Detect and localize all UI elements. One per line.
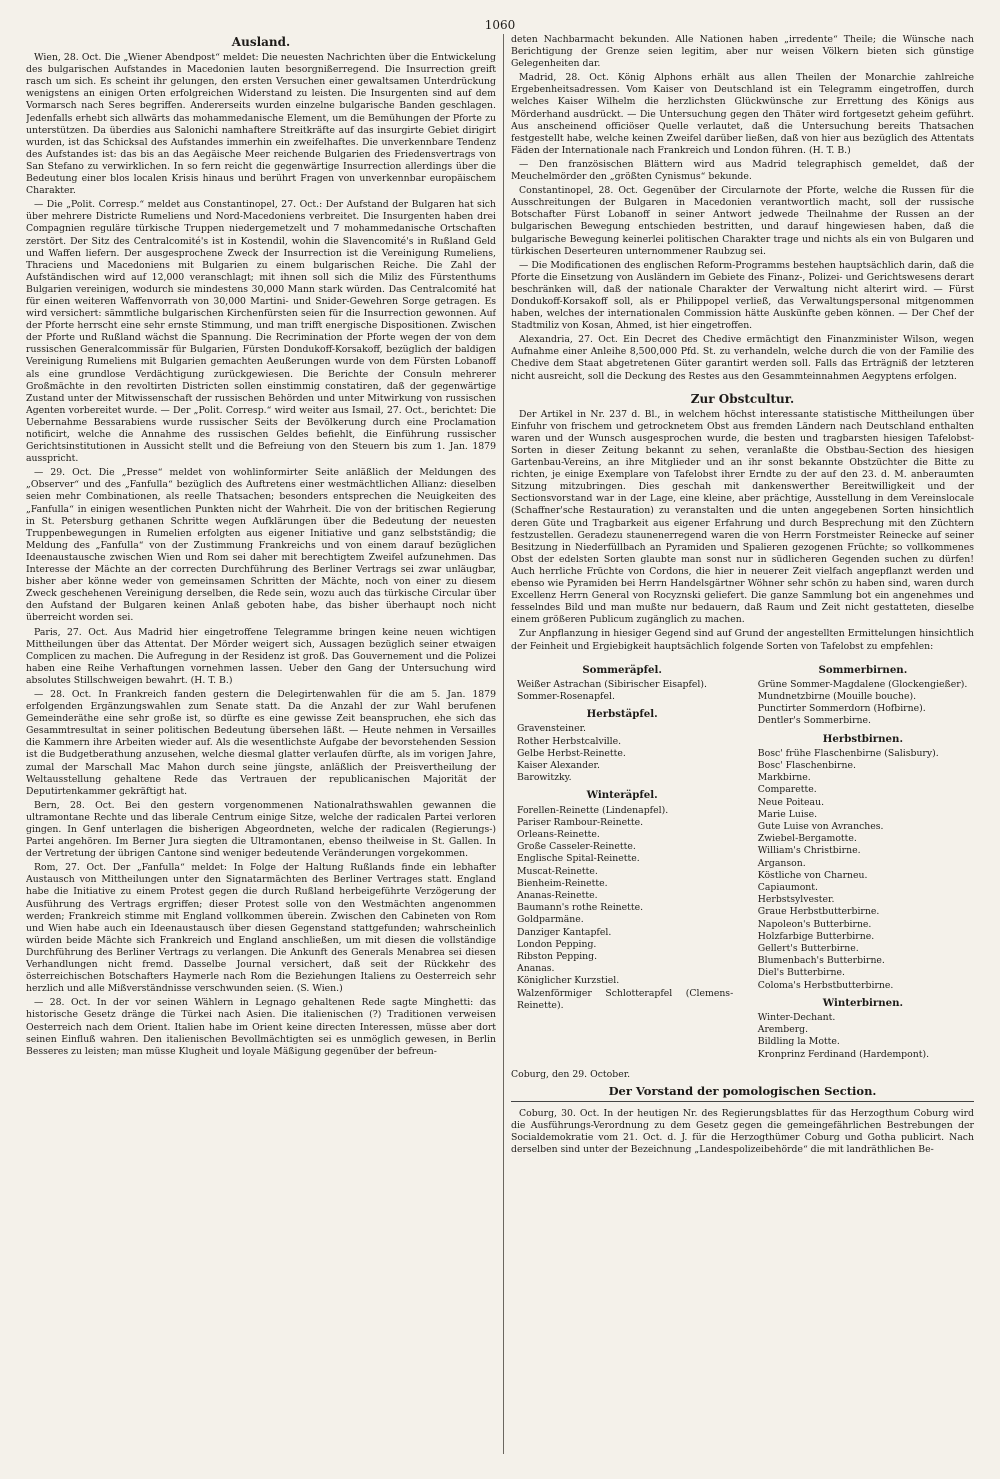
fruit-variety: Gravensteiner. xyxy=(517,723,587,735)
fruit-variety: Capiaumont. xyxy=(757,882,818,894)
fruit-variety: Ananas-Reinette. xyxy=(517,890,598,902)
fruit-variety: Winter-Dechant. xyxy=(757,1012,836,1024)
fruit-group-title: Sommerbirnen. xyxy=(818,663,908,676)
fruit-variety: Aremberg. xyxy=(757,1024,809,1036)
fruit-variety: Englische Spital-Reinette. xyxy=(517,853,640,865)
fruit-variety: William's Christbirne. xyxy=(757,845,861,857)
article-paragraph: Bern, 28. Oct. Bei den gestern vorgenommenen Nationalrathswahlen gewannen die ultramontane Rechte und das liberale Centrum einige Sitze, welche der radicalen Partei verloren gingen. In Genf unterlagen die bisherigen Abgeordneten, welche der radicalen (Regierungs-) Partei angehören. Im Berner Jura siegten die Ultramontanen, ebenso theilweise in St. Gallen. In der Vertretung der übrigen Cantone sind weniger bedeutende Veränderungen vorgekommen. xyxy=(26,799,496,860)
fruit-variety: Coloma's Herbstbutterbirne. xyxy=(757,979,894,991)
fruit-variety: Ribston Pepping. xyxy=(517,951,598,963)
fruit-variety: Barowitzky. xyxy=(517,772,572,784)
article-paragraph: Wien, 28. Oct. Die „Wiener Abendpost“ meldet: Die neuesten Nachrichten über die Entwickelung des bulgarischen Aufstandes in Macedonien lauten besorgnißerregend. Die Insurrection greift rasch um sich. Es scheint ihr gelungen, den ersten Versuchen einer gewaltsamen Unterdrückung wenigstens an einigen Orten erfolgreichen Widerstand zu leisten. Die Insurgenten sind auf dem Vormarsch nach Seres begriffen. Andererseits wurden einzelne bulgarische Banden geschlagen. Jedenfalls erhebt sich allwärts das mohammedanische Element, um die Bemühungen der Pforte zu unterstützen. Da überdies aus Salonichi namhaftere Streitkräfte auf das insurgirte Gebiet dirigirt wurden, ist das Schicksal des Aufstandes immerhin ein zweifelhaftes. Die unverkennbare Tendenz des Aufstandes ist: das bis an das Aegäische Meer reichende Bulgarien des Friedensvertrags von San Stefano zu verwirklichen. In so fern reicht die gegenwärtige Insurrection allerdings über die Bedeutung einer blos localen Krisis hinaus und berührt Fragen von unverkennbar europäischem Charakter. xyxy=(26,52,496,197)
fruit-variety: Rother Herbstcalville. xyxy=(517,735,622,747)
article-paragraph: Rom, 27. Oct. Der „Fanfulla“ meldet: In Folge der Haltung Rußlands finde ein lebhafter Austausch von Mittheilungen unter den Signatarmächten des Berliner Vertrages statt. England habe die Initiative zu einem Protest gegen die durch Rußland herbeigeführte Verzögerung der Ausführung des Vertrags ergriffen; dieser Protest solle von den Westmächten angenommen werden; Frankreich stimme mit England vollkommen überein. Zwischen den Cabineten von Rom und Wien habe auch ein Ideenaustausch über diesen Gegenstand stattgefunden; wahrscheinlich würden beide Mächte sich Frankreich und England anschließen, um mit diesen die vollständige Durchführung des Berliner Vertrags zu verlangen. Die Ankunft des Generals Menabrea sei diesen Verhandlungen nicht fremd. Dasselbe Journal versichert, daß seit der Rückkehr des österreichischen Botschafters Haymerle nach Rom die Beziehungen Italiens zu Oesterreich sehr herzlich und alle Mißverständnisse verschwunden seien. (S. Wien.) xyxy=(26,862,496,995)
left-column xyxy=(26,34,496,1459)
article-paragraph: — Den französischen Blättern wird aus Madrid telegraphisch gemeldet, daß der Meuchelmörder den „größten Cynismus“ bekunde. xyxy=(511,158,974,183)
article-paragraph: — Die „Polit. Corresp.“ meldet aus Constantinopel, 27. Oct.: Der Aufstand der Bulgaren hat sich über mehrere Districte Rumeliens und Nord-Macedoniens verbreitet. Die Insurgenten haben drei Compagnien reguläre türkische Truppen niedergemetzelt und 7 mohammedanische Ortschaften zerstört. Der Sitz des Centralcomité's ist in Kostendil, wohin die Slavencomité's in Rußland Geld und Waffen liefern. Der ausgesprochene Zweck der Insurrection ist die Vereinigung Rumeliens, Thraciens und Macedoniens mit Bulgarien zu einem bulgarischen Reiche. Die Zahl der Aufständischen wird auf 12,000 veranschlagt; mit ihnen soll sich die Miliz des Fürstenthums Bulgarien vereinigen, wodurch sie mindestens 30,000 Mann stark würden. Das Centralcomité hat für einen weiteren Waffenvorrath von 30,000 Martini- und Snider-Gewehren Sorge getragen. Es wird versichert: sämmtliche bulgarischen Kirchenfürsten seien für die Insurrection gewonnen. Auf der Pforte herrscht eine sehr ernste Stimmung, und man trifft energische Dispositionen. Zwischen der Pforte und Rußland wächst die Spannung. Die Recrimination der Pforte wegen der von dem russischen Generalcommissär für Bulgarien, Fürsten Dondukoff-Korsakoff, bezüglich der baldigen Vereinigung Rumeliens mit Bulgarien gemachten Aeußerungen wurde von dem Fürsten Lobanoff als eine grundlose Verdächtigung zurückgewiesen. Die Berichte der Consuln mehrerer Großmächte in den revoltirten Districten sollen einstimmig constatiren, daß der gegenwärtige Zustand unter der Mitwissenschaft der russischen Behörden und unter Mitwirkung von russischen Agenten vorbereitet wurde. — Der „Polit. Corresp.“ wird weiter aus Ismail, 27. Oct., berichtet: Die Uebernahme Bessarabiens wurde russischer Seits der Bevölkerung durch eine Proclamation notificirt, welche die Annahme des russischen Geldes befiehlt, die Einführung russischer Gerichtsinstitutionen in Aussicht stellt und die Befreiung von den Steuern bis zum 1. Jan. 1879 ausspricht. xyxy=(26,199,496,465)
fruit-variety: Gellert's Butterbirne. xyxy=(757,943,859,955)
fruit-variety: Herbstsylvester. xyxy=(757,894,835,906)
fruit-variety: Königlicher Kurzstiel. xyxy=(517,975,620,987)
article-paragraph: Alexandria, 27. Oct. Ein Decret des Chedive ermächtigt den Finanzminister Wilson, wegen Aufnahme einer Anleihe 8,500,000 Pfd. St. zu verhandeln, welche durch die von der Familie des Chedive dem Staat abgetretenen Güter garantirt werden soll. Falls das Erträgniß der letzteren nicht ausreicht, soll die Deckung des Restes aus den Gesammteinnahmen Aegyptens erfolgen. xyxy=(511,334,974,382)
section-heading-obstcultur: Zur Obstcultur. xyxy=(690,391,795,406)
fruit-group-title: Winterbirnen. xyxy=(822,996,904,1009)
fruit-variety: Walzenförmiger Schlotterapfel (Clemens-Reinette). xyxy=(517,987,734,1011)
fruit-variety: Köstliche von Charneu. xyxy=(757,869,868,881)
fruit-variety: Zwiebel-Bergamotte. xyxy=(757,833,857,845)
fruit-group-title: Winteräpfel. xyxy=(586,789,658,802)
fruit-variety: Diel's Butterbirne. xyxy=(757,967,846,979)
fruit-variety: Marie Luise. xyxy=(757,808,818,820)
fruit-variety: Mundnetzbirne (Mouille bouche). xyxy=(757,691,917,702)
fruit-variety: Markbirne. xyxy=(757,772,811,784)
fruit-variety: Muscat-Reinette. xyxy=(517,865,598,877)
fruit-variety: Grüne Sommer-Magdalene (Glockengießer). xyxy=(757,678,968,690)
pear-column xyxy=(752,659,974,1061)
column-divider xyxy=(503,34,504,1454)
fruit-variety: London Pepping. xyxy=(517,938,597,950)
apple-column xyxy=(511,659,733,1061)
article-paragraph: Coburg, 30. Oct. In der heutigen Nr. des Regierungsblattes für das Herzogthum Coburg wird die Ausführungs-Verordnung zu dem Gesetz gegen die gemeingefährlichen Bestrebungen der Socialdemokratie vom 21. Oct. d. J. für die Herzogthümer Coburg und Gotha publicirt. Nach derselben sind unter der Bezeichnung „Landespolizeibehörde“ die mit landräthlichen Be- xyxy=(511,1108,974,1156)
article-paragraph: Madrid, 28. Oct. König Alphons erhält aus allen Theilen der Monarchie zahlreiche Ergebenheitsadressen. Vom Kaiser von Deutschland ist ein Telegramm eingetroffen, durch welches Kaiser Wilhelm die herzlichsten Glückwünsche zur Errettung des Königs aus Mörderhand ausdrückt. — Die Untersuchung gegen den Thäter wird fortgesetzt geheim geführt. Aus anscheinend officiöser Quelle verlautet, daß die Untersuchung bereits Thatsachen festgestellt habe, welche keinen Zweifel darüber ließen, daß von hier aus bezüglich des Attentats Fäden der Internationale nach Frankreich und London führen. (H. T. B.) xyxy=(511,72,974,156)
article-paragraph: Zur Anpflanzung in hiesiger Gegend sind auf Grund der angestellten Ermittelungen hinsichtlich der Feinheit und Ergiebigkeit hauptsächlich folgende Sorten von Tafelobst zu empfehlen: xyxy=(511,628,974,652)
fruit-variety: Neue Poiteau. xyxy=(757,796,825,808)
article-paragraph: deten Nachbarmacht bekunden. Alle Nationen haben „irredente“ Theile; die Wünsche nach Berichtigung der Grenze seien legitim, aber nur weisen Völkern bieten sich günstige Gelegenheiten dar. xyxy=(511,34,974,70)
article-paragraph: Paris, 27. Oct. Aus Madrid hier eingetroffene Telegramme bringen keine neuen wichtigen Mittheilungen über das Attentat. Der Mörder weigert sich, Aussagen bezüglich seiner etwaigen Complicen zu machen. Die Aufregung in der Residenz ist groß. Das Gouvernement und die Polizei haben eine Reihe Verhaftungen vornehmen lassen. Ueber den Gang der Untersuchung wird absolutes Stillschweigen bewahrt. (H. T. B.) xyxy=(26,626,496,686)
fruit-variety: Gute Luise von Avranches. xyxy=(757,821,884,833)
signoff-place-date: Coburg, den 29. October. xyxy=(511,1068,631,1080)
board-signature: Der Vorstand der pomologischen Section. xyxy=(511,1085,974,1102)
article-paragraph: — 28. Oct. In Frankreich fanden gestern die Delegirtenwahlen für die am 5. Jan. 1879 erfolgenden Ergänzungswahlen zum Senate statt. Da die Anzahl der zur Wahl berufenen Gemeinderäthe eine sehr große ist, so dürfte es eine gewisse Zeit beanspruchen, ehe sich das Gesammtresultat in seiner politischen Bedeutung übersehen läßt. — Heute nehmen in Versailles die Kammern ihre Arbeiten wieder auf. Als die wesentlichste Aufgabe der bevorstehenden Session ist die Budgetberathung anzusehen, welche diesmal glatter verlaufen dürfte, als im vorigen Jahre, zumal der Marschall Mac Mahon durch seine jüngste, anläßlich der Preisvertheilung der Weltausstellung gehaltene Rede das Vertrauen der republicanischen Majorität der Deputirtenkammer gekräftigt hat. xyxy=(26,688,496,797)
fruit-variety: Kaiser Alexander. xyxy=(517,760,600,772)
fruit-variety: Bienheim-Reinette. xyxy=(517,877,608,889)
fruit-variety: Goldparmäne. xyxy=(517,914,584,926)
article-paragraph: Constantinopel, 28. Oct. Gegenüber der Circularnote der Pforte, welche die Russen für die Ausschreitungen der Bulgaren in Macedonien verantwortlich macht, soll der russische Botschafter Fürst Lobanoff in seiner Antwort jedwede Theilnahme der Russen an der bulgarischen Bewegung entschieden bestritten, und darauf hingewiesen haben, daß die bulgarische Bewegung keinerlei politischen Charakter trage und nichts als ein von Bulgaren und türkischen Deserteuren unternommener Raubzug sei. xyxy=(511,185,974,257)
fruit-group-title: Sommeräpfel. xyxy=(582,663,662,676)
fruit-variety: Pariser Rambour-Reinette. xyxy=(517,816,644,828)
fruit-variety: Graue Herbstbutterbirne. xyxy=(757,906,880,918)
article-paragraph: — 28. Oct. In der vor seinen Wählern in Legnago gehaltenen Rede sagte Minghetti: das historische Gesetz dränge die Türkei nach Asien. Die italienischen (?) Traditionen verweisen Oesterreich nach dem Orient. Italien habe im Orient keine directen Interessen, müsse aber dort seinen Einfluß wahren. Den italienischen Bevollmächtigten sei es unmöglich gewesen, in Berlin Besseres zu leisten; man müsse Klugheit und loyale Mäßigung gegenüber der befreun- xyxy=(26,997,496,1057)
signoff xyxy=(511,1069,974,1081)
article-paragraph: — 29. Oct. Die „Presse“ meldet von wohlinformirter Seite anläßlich der Meldungen des „Observer“ und des „Fanfulla“ bezüglich des Auftretens einer westmächtlichen Allianz: dieselben seien mehr Combinationen, als reelle Thatsachen; besonders entsprechen die Neuigkeiten des „Fanfulla“ in einigen wesentlichen Punkten nicht der Wahrheit. Die von der britischen Regierung in St. Petersburg gethanen Schritte wegen Aufklärungen über die Bedeutung der neuesten Truppenbewegungen in Rumelien erfolgten aus eigener Initiative und ganz selbstständig; die Meldung des „Fanfulla“ von der Zustimmung Frankreichs und von einem darauf bezüglichen Ideenaustausche zwischen Wien und Rom sei daher mit berechtigtem Zweifel aufzunehmen. Das Interesse der Mächte an der correcten Durchführung des Berliner Vertrags sei zwar unläugbar, bisher aber könne weder von gemeinsamen Schritten der Mächte, noch von einer zu diesem Zweck geschehenen Vereinigung derselben, die Rede sein, wozu auch das türkische Circular über den Aufstand der Bulgaren keinen Anlaß geboten habe, das bisher überhaupt noch nicht überreicht worden sei. xyxy=(26,467,496,624)
fruit-variety: Dentler's Sommerbirne. xyxy=(757,715,872,727)
fruit-variety: Bosc' Flaschenbirne. xyxy=(757,760,856,772)
fruit-group-title: Herbstbirnen. xyxy=(822,732,903,745)
page-number: 1060 xyxy=(484,18,516,32)
fruit-variety: Weißer Astrachan (Sibirischer Eisapfel). xyxy=(517,678,707,690)
section-heading-ausland: Ausland. xyxy=(231,35,291,49)
fruit-variety: Bosc' frühe Flaschenbirne (Salisbury). xyxy=(757,747,939,759)
right-column xyxy=(511,34,974,1459)
fruit-variety: Arganson. xyxy=(757,857,806,869)
fruit-variety: Gelbe Herbst-Reinette. xyxy=(517,747,626,759)
fruit-variety: Comparette. xyxy=(757,784,817,796)
left-articles xyxy=(26,52,496,1058)
fruit-variety: Holzfarbige Butterbirne. xyxy=(757,930,875,942)
fruit-variety: Punctirter Sommerdorn (Hofbirne). xyxy=(757,703,926,715)
fruit-variety: Ananas. xyxy=(517,963,555,975)
fruit-variety: Baumann's rothe Reinette. xyxy=(517,902,644,914)
article-paragraph: Der Artikel in Nr. 237 d. Bl., in welchem höchst interessante statistische Mittheilungen über Einfuhr von frischem und getrocknetem Obst aus fremden Ländern nach Deutschland enthalten waren und der Wunsch ausgesprochen wurde, die besten und tragbarsten hiesigen Tafelobst-Sorten in dieser Zeitung bekannt zu sehen, veranlaßte die Obstbau-Section des hiesigen Gartenbau-Vereins, an ihre Mitglieder und an ihr sonst bekannte Obstzüchter die Bitte zu richten, je einige Exemplare von Tafelobst ihrer Erndte zu der auf den 23. d. M. anberaumten Sitzung mitzubringen. Dies geschah mit dankenswerther Bereitwilligkeit und der Sectionsvorstand war in der Lage, eine kleine, aber prächtige, Ausstellung in dem Vereinslocale (Schaffner'sche Restauration) zu veranstalten und die unten angegebenen Sorten hinsichtlich deren Güte und Tragbarkeit aus eigener Erfahrung und durch Besprechung mit den Züchtern festzustellen. Geradezu staunenerregend waren die von Herrn Forstmeister Reinecke auf seiner Besitzung in Niederfüllbach an Pyramiden und Spalieren gezogenen Früchte; so vollkommenes Obst der edelsten Sorten glaubte man sonst nur in südlicheren Gegenden suchen zu dürfen! Auch herrliche Früchte von Cordons, die hier in neuerer Zeit vielfach angepflanzt werden und ebenso wie Pyramiden bei Herrn Handelsgärtner Wöhner sehr schön zu haben sind, waren durch Excellenz Herrn General von Rocyznski geliefert. Die ganze Sammlung bot ein angenehmes und fesselndes Bild und man mußte nur bedauern, daß Raum und Zeit nicht gestatteten, dieselbe einem größeren Publicum zugänglich zu machen. xyxy=(511,408,974,626)
fruit-group-title: Herbstäpfel. xyxy=(586,708,658,721)
fruit-variety: Danziger Kantapfel. xyxy=(517,926,612,938)
fruit-variety-table xyxy=(511,659,974,1061)
fruit-variety: Orleans-Reinette. xyxy=(517,829,600,841)
fruit-variety: Bildling la Motte. xyxy=(757,1036,840,1048)
fruit-variety: Sommer-Rosenapfel. xyxy=(517,691,615,702)
fruit-variety: Große Casseler-Reinette. xyxy=(517,841,636,853)
article-paragraph: — Die Modificationen des englischen Reform-Programms bestehen hauptsächlich darin, daß die Pforte die Einsetzung von Ausländern im Gebiete des Finanz-, Polizei- und Gerichtswesens derart beschränken will, daß der nationale Charakter der Verwaltung nicht alterirt wird. — Fürst Dondukoff-Korsakoff soll, als er Philippopel verließ, das Verwaltungspersonal mitgenommen haben, welches der internationalen Commission hätte Auskünfte geben können. — Der Chef der Stadtmiliz von Kosan, Ahmed, ist hier eingetroffen. xyxy=(511,259,974,332)
fruit-variety: Kronprinz Ferdinand (Hardempont). xyxy=(757,1048,930,1060)
fruit-variety: Napoleon's Butterbirne. xyxy=(757,918,872,930)
fruit-variety: Blumenbach's Butterbirne. xyxy=(757,955,885,967)
fruit-variety: Forellen-Reinette (Lindenapfel). xyxy=(517,804,669,816)
